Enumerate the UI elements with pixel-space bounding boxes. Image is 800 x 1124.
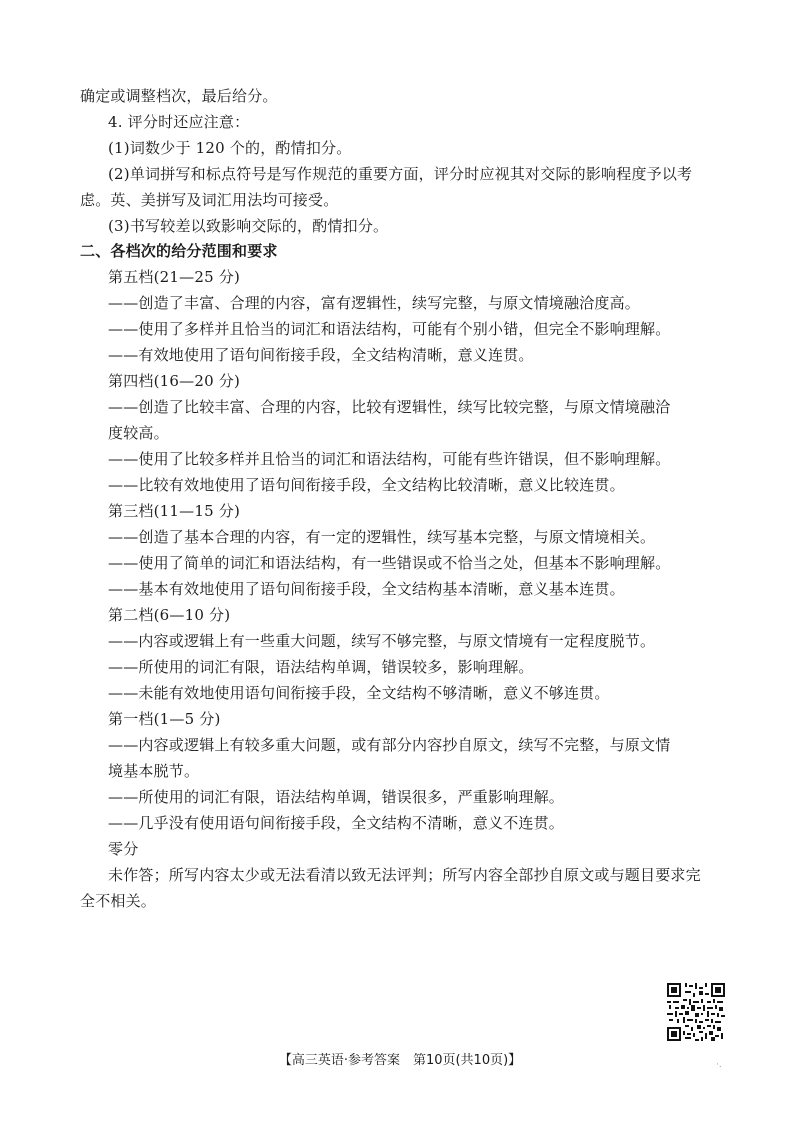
grade-1-criterion: ——内容或逻辑上有较多重大问题，或有部分内容抄自原文，续写不完整，与原文情 — [108, 736, 671, 754]
notes-title: 4. 评分时还应注意： — [108, 113, 250, 131]
grade-3-criterion: ——使用了简单的词汇和语法结构，有一些错误或不恰当之处，但基本不影响理解。 — [108, 554, 671, 572]
notes-item-1: (1)词数少于 120 个的，酌情扣分。 — [108, 139, 352, 157]
grade-3-criterion: ——基本有效地使用了语句间衔接手段，全文结构基本清晰，意义基本连贯。 — [108, 580, 625, 598]
zero-score-description: 未作答；所写内容太少或无法看清以致无法评判；所写内容全部抄自原文或与题目要求完 — [108, 866, 701, 884]
grade-1-title: 第一档(1—5 分) — [108, 710, 221, 728]
grade-2-criterion: ——内容或逻辑上有一些重大问题，续写不够完整，与原文情境有一定程度脱节。 — [108, 632, 656, 650]
grade-2-criterion: ——所使用的词汇有限，语法结构单调，错误较多，影响理解。 — [108, 658, 534, 676]
grade-1-criterion: ——几乎没有使用语句间衔接手段，全文结构不清晰，意义不连贯。 — [108, 814, 565, 832]
footer-mark: ·. — [716, 1060, 722, 1070]
grade-1-criterion-continued: 境基本脱节。 — [108, 762, 200, 780]
grade-3-title: 第三档(11—15 分) — [108, 502, 241, 520]
grade-2-title: 第二档(6—10 分) — [108, 606, 231, 624]
grade-5-title: 第五档(21—25 分) — [108, 268, 241, 286]
qr-code-icon — [667, 983, 725, 1041]
grade-4-criterion-continued: 度较高。 — [108, 424, 169, 442]
grade-4-criterion: ——使用了比较多样并且恰当的词汇和语法结构，可能有些许错误，但不影响理解。 — [108, 450, 671, 468]
grade-2-criterion: ——未能有效地使用语句间衔接手段，全文结构不够清晰，意义不够连贯。 — [108, 684, 610, 702]
notes-item-2-line-2: 虑。英、美拼写及词汇用法均可接受。 — [80, 191, 339, 209]
grade-5-criterion: ——使用了多样并且恰当的词汇和语法结构，可能有个别小错，但完全不影响理解。 — [108, 320, 671, 338]
grade-5-criterion: ——创造了丰富、合理的内容，富有逻辑性，续写完整，与原文情境融洽度高。 — [108, 294, 641, 312]
intro-line: 确定或调整档次，最后给分。 — [80, 87, 278, 105]
grade-4-criterion: ——创造了比较丰富、合理的内容，比较有逻辑性，续写比较完整，与原文情境融洽 — [108, 398, 671, 416]
grade-3-criterion: ——创造了基本合理的内容，有一定的逻辑性，续写基本完整，与原文情境相关。 — [108, 528, 656, 546]
grade-4-title: 第四档(16—20 分) — [108, 372, 241, 390]
grade-4-criterion: ——比较有效地使用了语句间衔接手段，全文结构比较清晰，意义比较连贯。 — [108, 476, 625, 494]
grade-1-criterion: ——所使用的词汇有限，语法结构单调，错误很多，严重影响理解。 — [108, 788, 565, 806]
notes-item-3: (3)书写较差以致影响交际的，酌情扣分。 — [108, 217, 389, 235]
section-2-heading: 二、各档次的给分范围和要求 — [80, 242, 278, 260]
page-footer: 【高三英语·参考答案 第10页(共10页)】 — [278, 1053, 522, 1068]
zero-score-description-continued: 全不相关。 — [80, 892, 157, 910]
grade-5-criterion: ——有效地使用了语句间衔接手段，全文结构清晰，意义连贯。 — [108, 346, 534, 364]
notes-item-2-line-1: (2)单词拼写和标点符号是写作规范的重要方面，评分时应视其对交际的影响程度予以考 — [108, 165, 693, 183]
zero-score-title: 零分 — [108, 840, 139, 858]
